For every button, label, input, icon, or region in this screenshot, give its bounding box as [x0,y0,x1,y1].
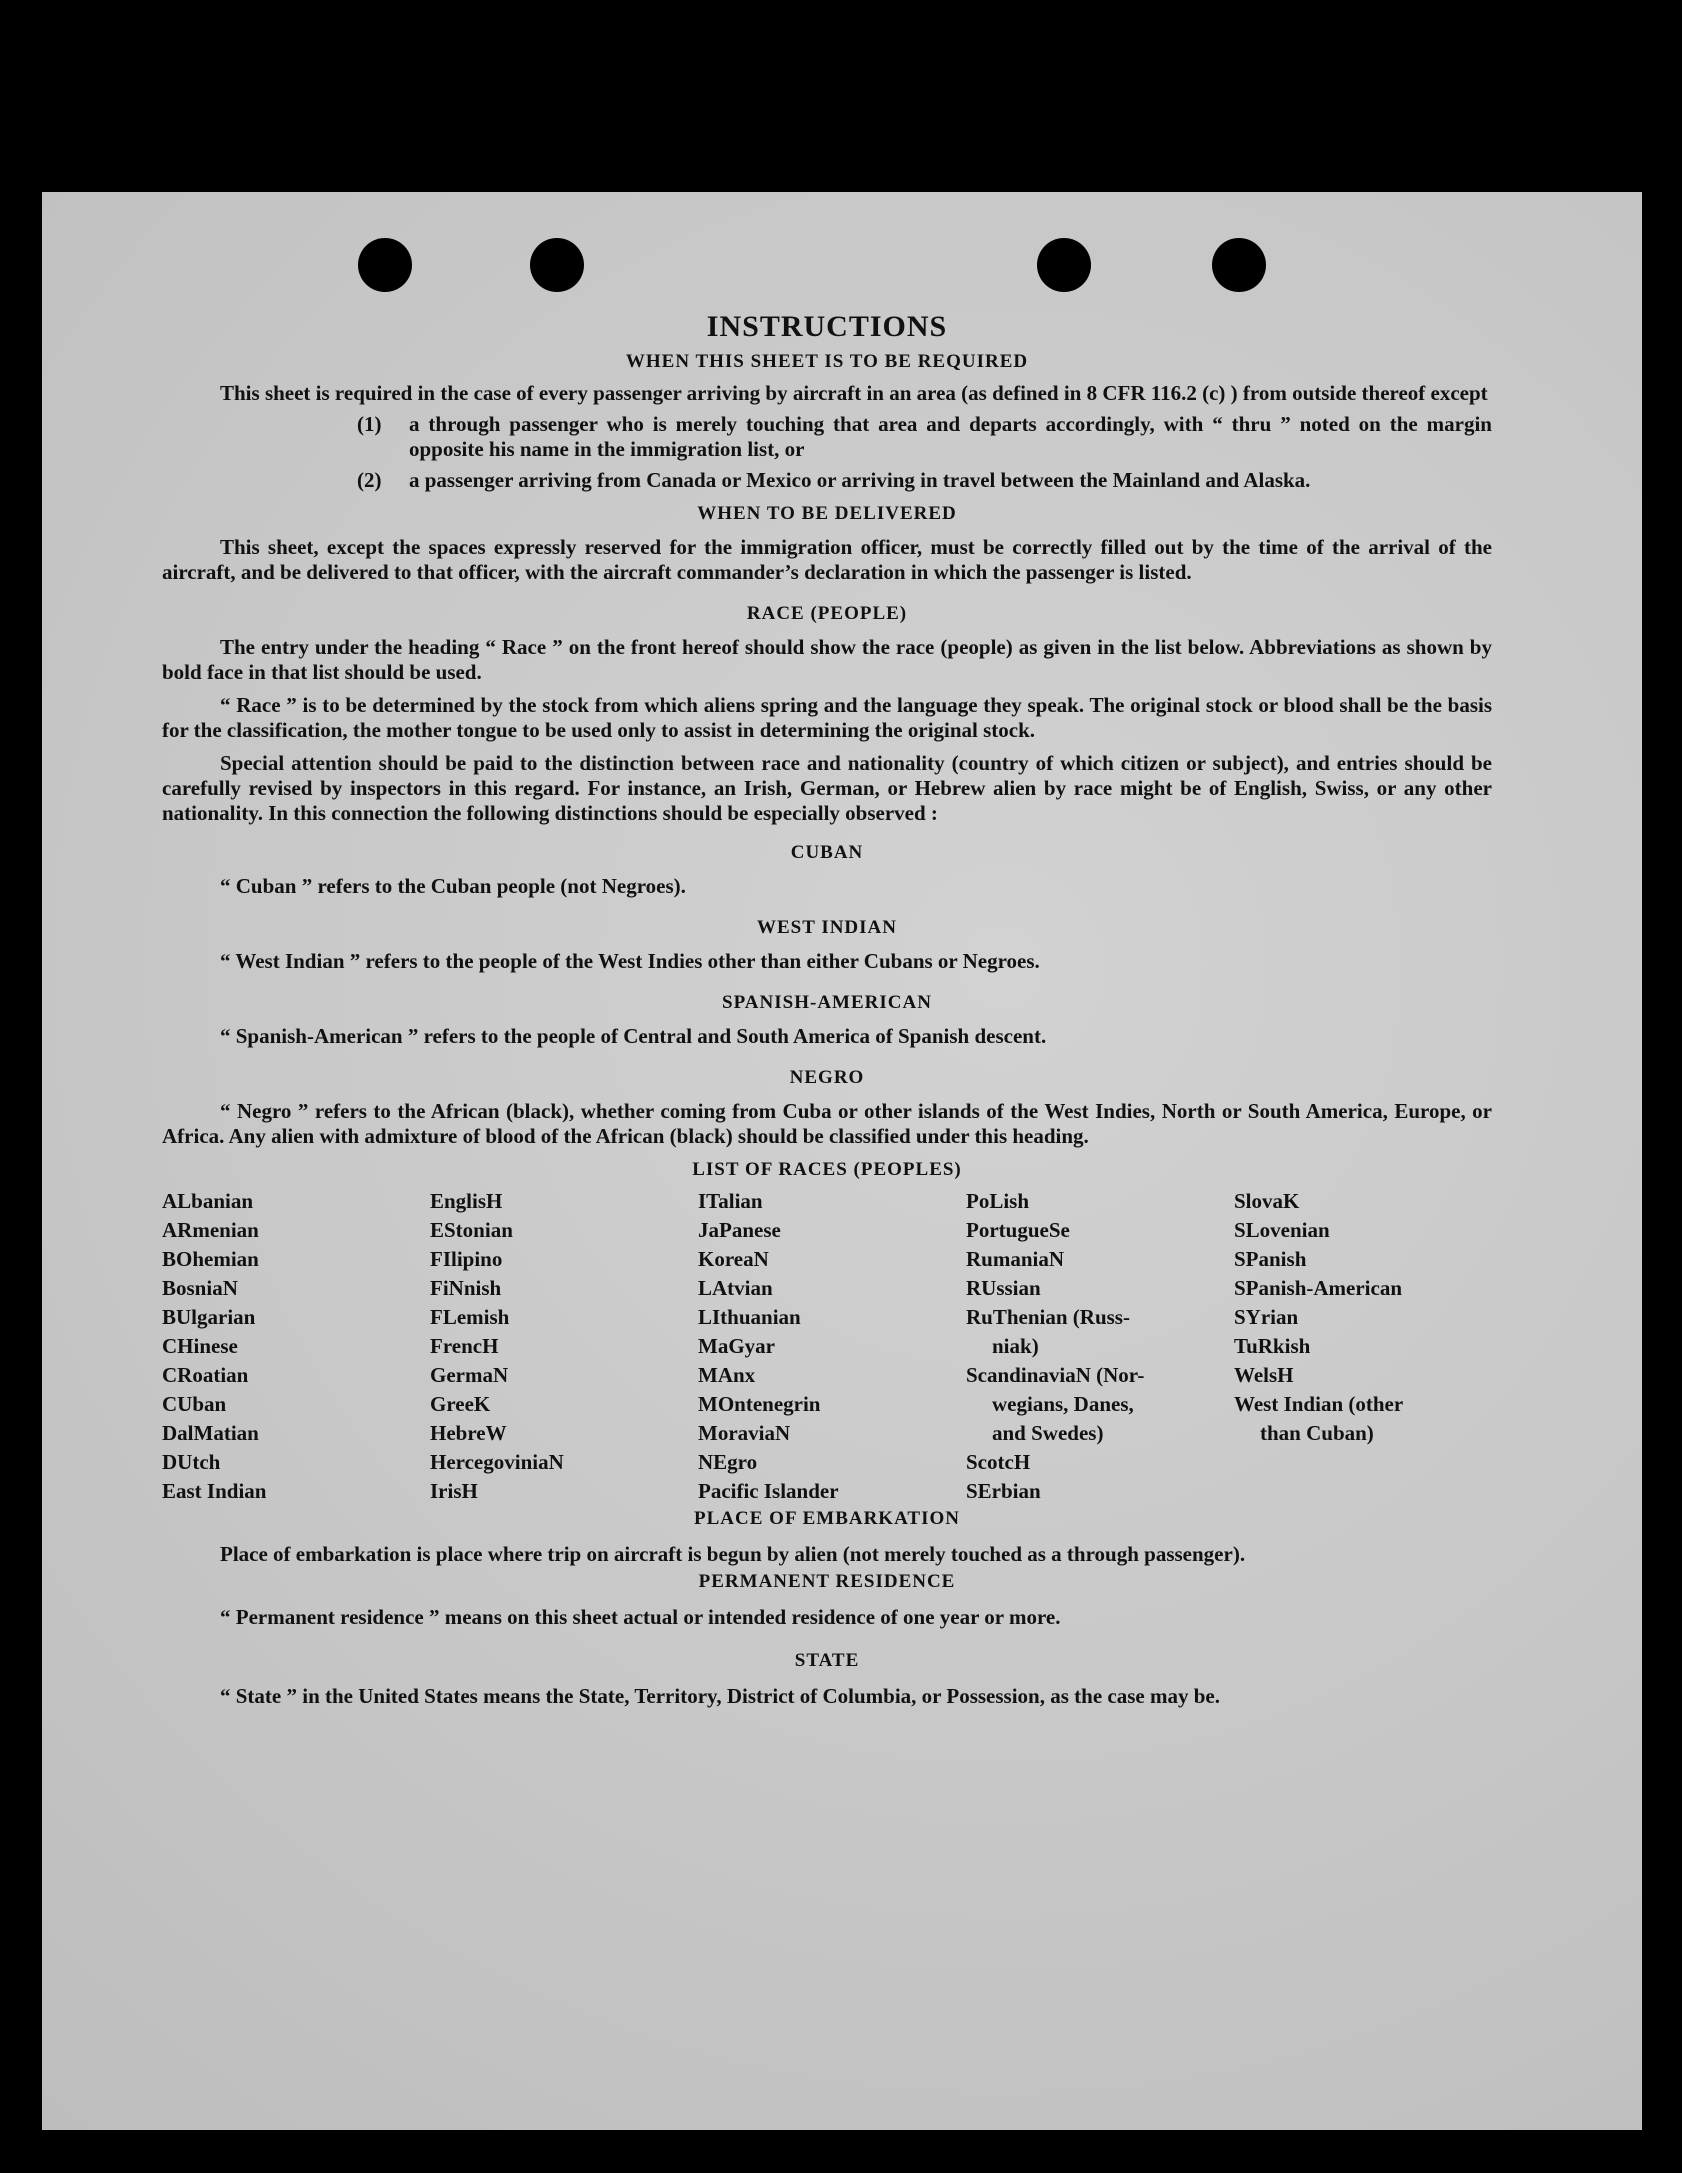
west-indian-text: “ West Indian ” refers to the people of the West Indies other than either Cubans or Negroes. [220,949,1040,973]
race-item: East Indian [162,1479,267,1503]
delivered-heading: WHEN TO BE DELIVERED [697,503,957,524]
race-item: LAtvian [698,1276,773,1300]
race-item-continuation: and Swedes) [992,1421,1104,1445]
race-item: DUtch [162,1450,221,1474]
negro-text: “ Negro ” refers to the African (black), whether coming from Cuba or other islands of the West Indies, North or South America, Europe, or Africa. Any alien with admixture of blood of the African (black) should be classified under this heading. [162,1099,1492,1148]
race-item: ScotcH [966,1450,1031,1474]
race-item: DalMatian [162,1421,259,1445]
race-item: FLemish [430,1305,510,1329]
embarkation-text: Place of embarkation is place where trip on aircraft is begun by alien (not merely touched as a through passenger). [220,1542,1246,1566]
race-item-continuation: wegians, Danes, [992,1392,1134,1416]
cuban-text: “ Cuban ” refers to the Cuban people (not Negroes). [220,874,686,898]
instructions-content [162,307,1492,1709]
race-item: FrencH [430,1334,499,1358]
race-item: EStonian [430,1218,513,1242]
races-list [162,1187,1492,1506]
race-item: MAnx [698,1363,756,1387]
race-item: HercegovinіaN [430,1450,564,1474]
race-item: CHinese [162,1334,238,1358]
race-item: BUlgarian [162,1305,256,1329]
residence-text: “ Permanent residence ” means on this sheet actual or intended residence of one year or more. [220,1605,1061,1629]
race-item: HebreW [430,1421,507,1445]
race-item: FiNnish [430,1276,502,1300]
race-item: EnglisH [430,1189,503,1213]
spanish-american-heading: SPANISH-AMERICAN [722,992,932,1013]
race-item: GermaN [430,1363,509,1387]
punch-hole [530,238,584,292]
race-item: PortugueSe [966,1218,1070,1242]
delivered-text: This sheet, except the spaces expressly reserved for the immigration officer, must be correctly filled out by the time of the arrival of the aircraft, and be delivered to that officer, with the aircraft commander’s declaration in which the passenger is listed. [162,535,1492,584]
race-item: CRoatian [162,1363,249,1387]
state-text: “ State ” in the United States means the State, Territory, District of Columbia, or Possession, as the case may be. [220,1684,1220,1708]
punch-hole [358,238,412,292]
races-list-heading: LIST OF RACES (PEOPLES) [692,1159,962,1180]
race-item: SErbian [966,1479,1041,1503]
race-item: SLovenian [1234,1218,1330,1242]
race-item: SPanish-American [1234,1276,1402,1300]
race-item: BOhemian [162,1247,259,1271]
negro-heading: NEGRO [789,1067,865,1088]
race-paragraph-2: “ Race ” is to be determined by the stock from which aliens spring and the language they speak. The original stock or blood shall be the basis for the classification, the mother tongue to be used only to assist in determining the original stock. [162,693,1492,742]
embarkation-heading: PLACE OF EMBARKATION [694,1508,960,1529]
race-item: SPanish [1234,1247,1307,1271]
race-item: ALbanian [162,1189,254,1213]
race-item: MaGyar [698,1334,775,1358]
races-column-1 [162,1187,430,1506]
race-paragraph-1: The entry under the heading “ Race ” on the front hereof should show the race (people) as given in the list below. Abbreviations as shown by bold face in that list should be used. [162,635,1492,684]
race-item: RumaniaN [966,1247,1065,1271]
race-item: West Indian (other [1234,1392,1404,1416]
race-item: PoLish [966,1189,1030,1213]
race-item: SlovaK [1234,1189,1300,1213]
race-item: SYrian [1234,1305,1299,1329]
race-item: BosniaN [162,1276,238,1300]
race-item: JaPanese [698,1218,781,1242]
required-intro: This sheet is required in the case of every passenger arriving by aircraft in an area (as defined in 8 CFR 116.2 (c) ) from outside thereof except [220,381,1488,405]
punch-hole [1212,238,1266,292]
race-item: TuRkish [1234,1334,1311,1358]
races-column-3 [698,1187,966,1506]
race-item-continuation: than Cuban) [1260,1421,1374,1445]
race-item: ScandinaviaN (Nor- [966,1363,1145,1387]
races-column-4 [966,1187,1234,1506]
race-item: NEgro [698,1450,758,1474]
race-item: CUban [162,1392,227,1416]
exception-item-2: (2) a passenger arriving from Canada or Mexico or arriving in travel between the Mainland and Alaska. [357,468,1311,492]
exception-item-1: (1) a through passenger who is merely touching that area and departs accordingly, with “ thru ” noted on the margin opposite his name in the immigration list, or [357,412,1492,461]
cuban-heading: CUBAN [790,842,864,863]
race-item: WelsH [1234,1363,1294,1387]
spanish-american-text: “ Spanish-American ” refers to the people of Central and South America of Spanish descent. [220,1024,1047,1048]
race-item: FIlipino [430,1247,503,1271]
race-item: RuThenian (Russ- [966,1305,1130,1329]
state-heading: STATE [794,1650,860,1671]
race-item: ITalian [698,1189,763,1213]
race-item: KoreaN [698,1247,769,1271]
race-heading: RACE (PEOPLE) [746,603,908,624]
page-title: INSTRUCTIONS [706,310,948,343]
race-item: GreeK [430,1392,491,1416]
required-heading: WHEN THIS SHEET IS TO BE REQUIRED [625,351,1029,372]
race-item: MOntenegrin [698,1392,821,1416]
residence-heading: PERMANENT RESIDENCE [698,1571,956,1592]
race-item: RUssian [966,1276,1041,1300]
race-item: LIthuanian [698,1305,801,1329]
races-column-2 [430,1187,698,1506]
races-column-5 [1234,1187,1496,1506]
race-paragraph-3: Special attention should be paid to the distinction between race and nationality (country of which citizen or subject), and entries should be carefully revised by inspectors in this regard. For instance, an Irish, German, or Hebrew alien by race might be of English, Swiss, or any other nationality. In this connection the following distinctions should be especially observed : [162,751,1492,825]
race-item: ARmenian [162,1218,259,1242]
race-item: Pacific Islander [698,1479,839,1503]
race-item-continuation: niak) [992,1334,1039,1358]
race-item: MoraviaN [698,1421,791,1445]
race-item: IrisH [430,1479,478,1503]
punch-hole [1037,238,1091,292]
west-indian-heading: WEST INDIAN [757,917,897,938]
